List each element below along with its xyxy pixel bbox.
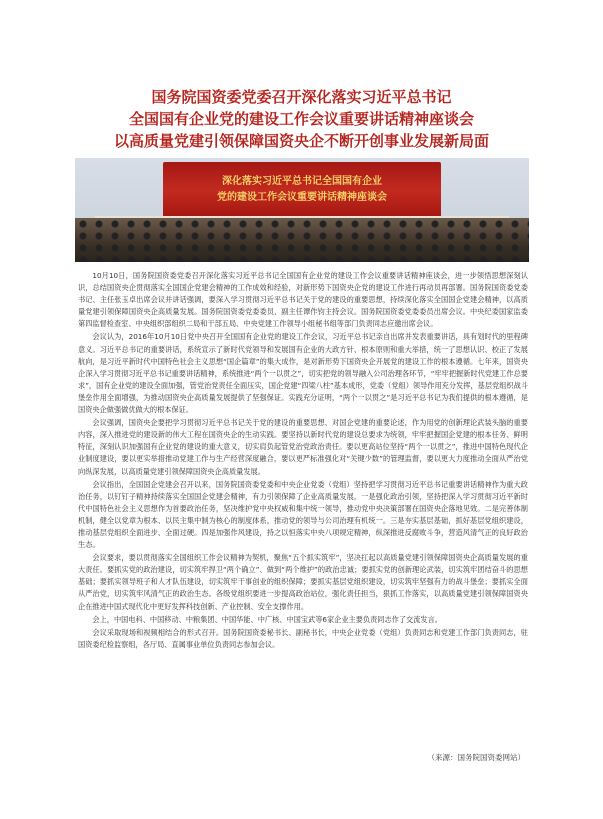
banner-line-2: 党的建设工作会议重要讲话精神座谈会 bbox=[217, 192, 387, 203]
audience bbox=[75, 218, 529, 262]
paragraph: 会议认为，2016年10月10日党中央召开全国国有企业党的建设工作会议，习近平总书记亲自出席并发表重要讲话，具有划时代的里程碑意义。习近平总书记的重要讲话，系统宣示了新时代党领导和发展国有企业的大政方针、根本原则和重大举措，统一了思想认识、校正了发展航向，是习近平新时代中国特色社会主义思想“国企篇章”的集大成作，是对新形势下国资央企开展党的建设工作的根本遵循。七年来，国资央企深入学习贯彻习近平总书记重要讲话精神，系统推进“两个一以贯之”，切实把党的领导融入公司治理各环节，“牢牢把握新时代党建工作总要求”，国有企业党的建设全面加强，管党治党责任全面压实，国企党建“四梁八柱”基本成形，党委（党组）领导作用充分发挥，基层党组织战斗堡垒作用全面增强，为推动国资央企高质量发展提供了坚强保证。实践充分证明，“两个一以贯之”是习近平总书记为我们提供的根本遵循，是国资央企做强做优做大的根本保证。 bbox=[78, 332, 528, 415]
paragraph: 会议采取现场和视频相结合的形式召开。国务院国资委秘书长、副秘书长，中央企业党委（党组）负责同志和党建工作部门负责同志，驻国资委纪检监察组，各厅局、直属事业单位负责同志参加会议。 bbox=[78, 627, 528, 649]
article-source: （来源：国务院国资委网站） bbox=[427, 753, 525, 762]
title-line-1: 国务院国资委党委召开深化落实习近平总书记 bbox=[151, 88, 452, 106]
article-title bbox=[0, 86, 603, 152]
banner-line-1: 深化落实习近平总书记全国国有企业 bbox=[222, 176, 382, 187]
paragraph: 会议指出，全国国企党建会召开以来，国务院国资委党委和中央企业党委（党组）坚持把学习贯彻习近平总书记重要讲话精神作为重大政治任务，以钉钉子精神持续落实全国国企党建会精神，有力引领保障了企业高质量发展。一是强化政治引领，坚持把深入学习贯彻习近平新时代中国特色社会主义思想作为首要政治任务，坚决维护党中央权威和集中统一领导，推动党中央决策部署在国资央企落地见效。二是完善体制机制，健全以党章为根本、以民主集中制为核心的制度体系，推动党的领导与公司治理有机统一。三是夯实基层基础，抓好基层党组织建设，推动基层党组织全面进步、全面过硬。四是加强作风建设，持之以恒落实中央八项规定精神，纵深推进反腐败斗争，营造风清气正的良好政治生态。 bbox=[78, 479, 528, 550]
paragraph: 会上，中国电科、中国移动、中粮集团、中国华能、中广核、中国宝武等6家企业主要负责同志作了交流发言。 bbox=[92, 614, 442, 624]
paragraph: 会议强调，国资央企要把学习贯彻习近平总书记关于党的建设的重要思想、对国企党建的重要论述，作为用党的创新理论武装头脑的重要内容，深入推进党的建设新的伟大工程在国资央企的生动实践。要坚持以新时代党的建设总要求为统领，牢牢把握国企党建的根本任务、鲜明特征，深刻认识加强国有企业党的建设的重大意义，切实肩负起管党治党政治责任。要以更高站位坚持“两个一以贯之”，推进中国特色现代企业制度建设，要以更实举措推动党建工作与生产经营深度融合，要以更严标准强化对“关键少数”的管理监督，要以更大力度推动全面从严治党向纵深发展，以高质量党建引领保障国资央企高质量发展。 bbox=[78, 418, 528, 476]
paragraph: 会议要求，要以贯彻落实全国组织工作会议精神为契机，聚焦“五个抓实筑牢”，坚决扛起以高质量党建引领保障国资央企高质量发展的重大责任。要抓实党的政治建设，切实筑牢捍卫“两个确立”、做到“两个维护”的政治忠诚；要抓实党的创新理论武装，切实筑牢团结奋斗的思想基础；要抓实领导班子和人才队伍建设，切实筑牢干事创业的组织保障；要抓实基层党组织建设，切实筑牢坚强有力的战斗堡垒；要抓实全面从严治党，切实筑牢风清气正的政治生态。各级党组织要进一步提高政治站位，强化责任担当，狠抓工作落实，以高质量党建引领保障国资央企在推进中国式现代化中更好发挥科技创新、产业控制、安全支撑作用。 bbox=[78, 553, 528, 611]
title-line-2: 全国国有企业党的建设工作会议重要讲话精神座谈会 bbox=[128, 110, 474, 128]
article-body bbox=[78, 270, 528, 736]
title-line-3: 以高质量党建引领保障国资央企不断开创事业发展新局面 bbox=[113, 132, 489, 150]
paragraph: 10月10日，国务院国资委党委召开深化落实习近平总书记全国国有企业党的建设工作会议重要讲话精神座谈会，进一步领悟思想深刻认识，总结国资央企贯彻落实全国国企党建会精神的工作成效和经验，对新形势下国资央企党的建设工作进行再动员再部署。国务院国资委党委书记、主任张玉卓出席会议并讲话强调，要深入学习贯彻习近平总书记关于党的建设的重要思想，持续深化落实全国国企党建会精神，以高质量党建引领保障国资央企高质量发展。国务院国资委党委委员、副主任谭作钧主持会议。国务院国资委党委委员出席会议。中央纪委国家监委第四监督检查室、中央组织部组织二局和干部五局、中央党建工作领导小组秘书组等部门负责同志应邀出席会议。 bbox=[78, 271, 528, 329]
stage-backdrop bbox=[163, 162, 441, 220]
meeting-photo bbox=[75, 158, 529, 262]
